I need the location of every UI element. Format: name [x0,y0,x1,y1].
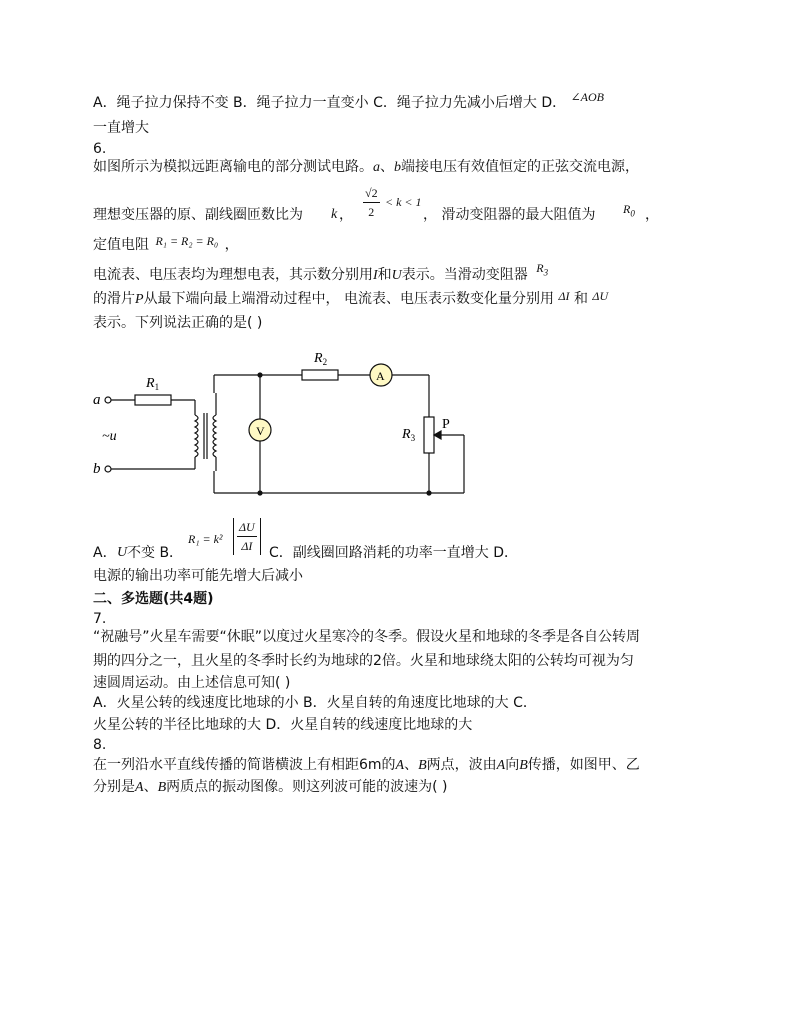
q5-option-b: B．绳子拉力一直变小 [233,95,369,111]
label-r3 [401,427,416,443]
q7-stem-line-3: 速圆周运动。由上述信息可知( ) [93,675,291,691]
q6-text: 和 [573,291,588,307]
q6-stem-line-1 [93,158,639,177]
q8-sep: 、 [404,757,419,773]
q6-sep: 、 [380,159,394,175]
q8-var-a: A [135,780,144,795]
label-voltmeter: V [256,424,265,438]
q6-ineq-rest: < k < 1 [385,195,422,209]
secondary-coil-icon [213,415,216,457]
junction-dot-icon [257,372,262,377]
q7-stem-line-1: “祝融号”火星车需要“休眠”以度过火星寒冷的冬季。假设火星和地球的冬季是各自公转周 [93,629,641,645]
q6-option-d: 电源的输出功率可能先增大后减小 [93,568,303,584]
q6-option-b-den: ΔI [241,539,253,553]
q6-text: 定值电阻 [93,237,149,253]
q8-text: 在一列沿水平直线传播的简谐横波上有相距6m的 [93,757,396,773]
label-r3-letter: R [402,427,411,442]
q6-r3-sub: 3 [543,267,549,278]
q5-option-d-suffix: 一直增大 [93,120,149,136]
slider-arrow-icon [434,431,441,439]
q6-option-a-prefix: A． [93,545,117,561]
junction-dot-icon [257,490,262,495]
q6-var-b: b [394,160,401,175]
q6-text: ， 滑动变阻器的最大阻值为 [423,207,596,223]
q8-var-a: A [496,758,506,773]
q6-sep: ， [645,207,659,223]
resistor-r3-icon [424,417,434,453]
q6-text: 如图所示为模拟远距离输电的部分测试电路。 [93,159,373,175]
q6-text: 从最下端向最上端滑动过程中， 电流表、电压表示数变化量分别用 [143,291,555,307]
q6-var-k: k [331,207,338,222]
q8-var-a: A [395,758,405,773]
q8-stem-line-1 [93,756,640,775]
q6-r0 [623,200,635,222]
label-r2 [313,351,327,367]
q6-r3 [536,261,549,278]
q6-var-p: P [135,292,144,307]
q8-text: 传播，如图甲、乙 [527,757,640,773]
junction-dot-icon [426,490,431,495]
label-r3-sub: 3 [410,433,416,443]
q6-text: 和 [377,267,392,283]
terminal-a-icon [105,397,111,403]
q6-r0-letter: R [623,202,631,216]
q6-ineq-den: 2 [368,205,375,219]
q6-text: 表示。当滑动变阻器 [401,267,528,283]
label-a: a [93,392,101,408]
label-r1-letter: R [146,376,155,391]
q5-option-d-prefix: D． [541,95,567,111]
q8-text: 分别是 [93,779,135,795]
label-r1 [145,376,159,392]
q6-r3-letter: R [536,261,544,275]
q8-text: 向 [505,757,520,773]
q6-stem-line-3 [93,236,239,254]
label-r1-sub: 1 [154,382,160,392]
label-b: b [93,461,101,477]
q6-option-b-num: ΔU [237,518,257,537]
q8-var-b: B [157,780,167,795]
q8-var-b: B [418,758,427,773]
q6-option-a-var: U [117,545,128,560]
q6-option-c: C．副线圈回路消耗的功率一直增大 D． [269,545,519,561]
resistor-r1-icon [135,395,171,405]
primary-coil-icon [195,415,198,457]
label-ammeter: A [376,369,385,383]
q6-text: 理想变压器的原、副线圈匝数比为 [93,207,303,223]
q6-sep: ， [224,237,239,253]
q8-text: 两质点的振动图像。则这列波可能的波速为( ) [166,779,448,795]
label-p: P [442,417,450,432]
q5-options-line [93,90,604,112]
circuit-diagram [90,345,480,505]
terminal-b-icon [105,466,111,472]
q8-stem-line-2 [93,778,448,797]
q6-option-a-text: 不变 B． [127,545,184,561]
q5-option-d-math: ∠AOB [570,90,604,104]
q6-ineq-num: √2 [363,184,380,203]
q8-sep: 、 [143,779,158,795]
q6-stem-line-4 [93,261,549,288]
q6-delta-i: ΔI [558,289,570,303]
resistor-r2-icon [302,370,338,380]
q6-var-a: a [373,160,380,175]
label-r2-letter: R [314,351,323,366]
q6-var-i: I [373,268,378,283]
q6-inequality-fraction [363,184,380,221]
q6-option-b-lhs: R₁ = k² [188,532,223,546]
q8-text: 两点，波由 [426,757,497,773]
q6-option-b-abs [233,518,261,555]
q7-number: 7. [93,611,107,627]
q7-stem-line-2: 期的四分之一，且火星的冬季时长约为地球的2倍。火星和地球绕太阳的公转均可视为匀 [93,653,634,669]
q6-number: 6. [93,141,107,157]
label-source: ~u [102,429,117,444]
q5-option-a: A．绳子拉力保持不变 [93,95,229,111]
q6-option-b-fraction [237,518,257,555]
q6-r0-sub: 0 [630,208,635,219]
q6-stem-line-6: 表示。下列说法正确的是( ) [93,315,263,331]
q6-text: 电流表、电压表均为理想电表，其示数分别用 [93,267,373,283]
q8-var-b: B [519,758,528,773]
section-title-multiple-choice: 二、多选题(共4题) [93,591,214,607]
q6-text: 的滑片 [93,291,135,307]
q8-number: 8. [93,737,107,753]
q6-var-u: U [391,268,402,283]
q6-resistor-equation: R₁ = R₂ = R₀ [155,234,219,248]
q5-option-c: C．绳子拉力先减小后增大 [373,95,537,111]
q7-options-line-2: 火星公转的半径比地球的大 D．火星自转的线速度比地球的大 [93,717,473,733]
q6-text: 端接电压有效值恒定的正弦交流电源， [401,159,639,175]
q6-delta-u: ΔU [592,289,609,303]
q7-options-line-1: A．火星公转的线速度比地球的小 B．火星自转的角速度比地球的大 C． [93,695,537,711]
q6-sep: ， [339,207,353,223]
label-r2-sub: 2 [322,357,328,367]
q6-stem-line-5 [93,290,608,309]
